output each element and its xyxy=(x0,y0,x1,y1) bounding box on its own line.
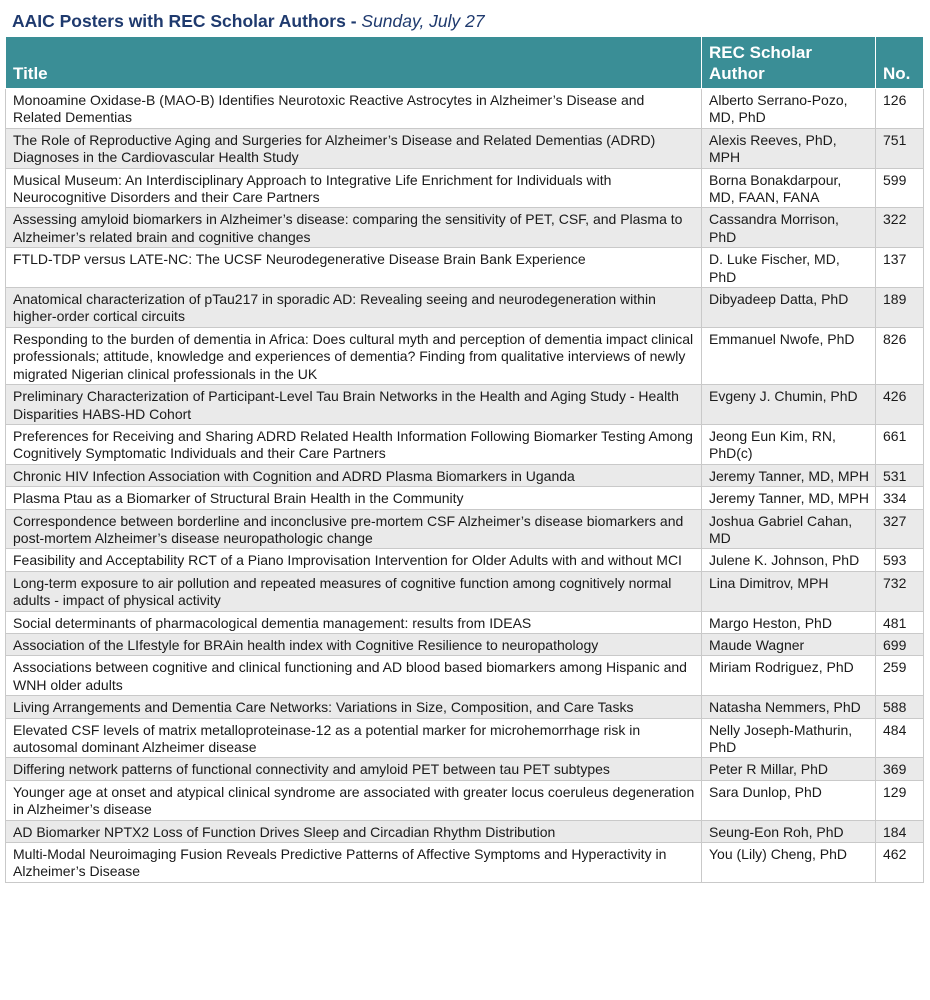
table-row xyxy=(6,208,924,248)
author-cell: Sara Dunlop, PhD xyxy=(702,780,876,820)
poster-number-cell: 588 xyxy=(876,696,924,718)
poster-title-cell: AD Biomarker NPTX2 Loss of Function Drives Sleep and Circadian Rhythm Distribution xyxy=(6,820,702,842)
poster-number-cell: 137 xyxy=(876,248,924,288)
poster-number-cell: 599 xyxy=(876,168,924,208)
poster-number-cell: 826 xyxy=(876,327,924,384)
poster-title-cell: Feasibility and Acceptability RCT of a Piano Improvisation Intervention for Older Adults with and without MCI xyxy=(6,549,702,571)
author-cell: Cassandra Morrison, PhD xyxy=(702,208,876,248)
poster-number-cell: 531 xyxy=(876,464,924,486)
poster-title-cell: Differing network patterns of functional connectivity and amyloid PET between tau PET subtypes xyxy=(6,758,702,780)
author-cell: Joshua Gabriel Cahan, MD xyxy=(702,509,876,549)
table-row xyxy=(6,696,924,718)
poster-title-cell: Social determinants of pharmacological dementia management: results from IDEAS xyxy=(6,611,702,633)
poster-number-cell: 484 xyxy=(876,718,924,758)
poster-number-cell: 481 xyxy=(876,611,924,633)
author-cell: Miriam Rodriguez, PhD xyxy=(702,656,876,696)
table-row xyxy=(6,424,924,464)
table-row xyxy=(6,509,924,549)
poster-number-cell: 699 xyxy=(876,633,924,655)
table-row xyxy=(6,633,924,655)
author-cell: D. Luke Fischer, MD, PhD xyxy=(702,248,876,288)
poster-title-cell: Plasma Ptau as a Biomarker of Structural Brain Health in the Community xyxy=(6,487,702,509)
author-cell: Margo Heston, PhD xyxy=(702,611,876,633)
poster-number-cell: 334 xyxy=(876,487,924,509)
poster-number-cell: 369 xyxy=(876,758,924,780)
poster-number-cell: 327 xyxy=(876,509,924,549)
author-cell: Alberto Serrano-Pozo, MD, PhD xyxy=(702,89,876,129)
table-row xyxy=(6,327,924,384)
poster-title-cell: Preferences for Receiving and Sharing ADRD Related Health Information Following Biomarker Testing Among Cognitively Symptomatic Individuals and their Care Partners xyxy=(6,424,702,464)
poster-title-cell: Responding to the burden of dementia in Africa: Does cultural myth and perception of dementia impact clinical professionals; attitude, knowledge and experiences of dementia? Finding from qualitative interviews of newly migrated Nigerian clinical professionals in the UK xyxy=(6,327,702,384)
author-cell: Seung-Eon Roh, PhD xyxy=(702,820,876,842)
table-row xyxy=(6,288,924,328)
author-cell: Jeremy Tanner, MD, MPH xyxy=(702,487,876,509)
table-row xyxy=(6,611,924,633)
table-header-row xyxy=(6,37,924,89)
author-cell: Julene K. Johnson, PhD xyxy=(702,549,876,571)
table-row xyxy=(6,571,924,611)
poster-title-cell: Chronic HIV Infection Association with Cognition and ADRD Plasma Biomarkers in Uganda xyxy=(6,464,702,486)
table-row xyxy=(6,718,924,758)
poster-title-cell: Monoamine Oxidase-B (MAO-B) Identifies Neurotoxic Reactive Astrocytes in Alzheimer’s Disease and Related Dementias xyxy=(6,89,702,129)
table-row xyxy=(6,128,924,168)
table-body xyxy=(6,89,924,883)
table-row xyxy=(6,758,924,780)
table-row xyxy=(6,549,924,571)
table-row xyxy=(6,487,924,509)
author-cell: Evgeny J. Chumin, PhD xyxy=(702,385,876,425)
author-cell: Borna Bonakdarpour, MD, FAAN, FANA xyxy=(702,168,876,208)
poster-number-cell: 322 xyxy=(876,208,924,248)
author-cell: Peter R Millar, PhD xyxy=(702,758,876,780)
poster-number-cell: 426 xyxy=(876,385,924,425)
page-title-main: AAIC Posters with REC Scholar Authors - xyxy=(12,11,362,31)
column-header-author: REC Scholar Author xyxy=(702,37,876,89)
poster-title-cell: Assessing amyloid biomarkers in Alzheimer’s disease: comparing the sensitivity of PET, CSF, and Plasma to Alzheimer’s related brain and cognitive changes xyxy=(6,208,702,248)
poster-number-cell: 126 xyxy=(876,89,924,129)
table-row xyxy=(6,89,924,129)
poster-title-cell: Living Arrangements and Dementia Care Networks: Variations in Size, Composition, and Care Tasks xyxy=(6,696,702,718)
poster-number-cell: 732 xyxy=(876,571,924,611)
page-title xyxy=(12,9,485,33)
table-row xyxy=(6,168,924,208)
poster-number-cell: 593 xyxy=(876,549,924,571)
poster-title-cell: Long-term exposure to air pollution and repeated measures of cognitive function among cognitively normal adults - impact of physical activity xyxy=(6,571,702,611)
poster-title-cell: Elevated CSF levels of matrix metalloproteinase-12 as a potential marker for microhemorrhage risk in autosomal dominant Alzheimer disease xyxy=(6,718,702,758)
table-row xyxy=(6,780,924,820)
table-row xyxy=(6,820,924,842)
poster-title-cell: FTLD-TDP versus LATE-NC: The UCSF Neurodegenerative Disease Brain Bank Experience xyxy=(6,248,702,288)
poster-title-cell: Musical Museum: An Interdisciplinary Approach to Integrative Life Enrichment for Individuals with Neurocognitive Disorders and their Care Partners xyxy=(6,168,702,208)
author-cell: Dibyadeep Datta, PhD xyxy=(702,288,876,328)
poster-number-cell: 751 xyxy=(876,128,924,168)
poster-title-cell: Association of the LIfestyle for BRAin health index with Cognitive Resilience to neuropathology xyxy=(6,633,702,655)
table-row xyxy=(6,843,924,883)
column-header-number: No. xyxy=(876,37,924,89)
poster-title-cell: Anatomical characterization of pTau217 in sporadic AD: Revealing seeing and neurodegeneration within higher-order cortical circuits xyxy=(6,288,702,328)
column-header-title: Title xyxy=(6,37,702,89)
author-cell: Nelly Joseph-Mathurin, PhD xyxy=(702,718,876,758)
author-cell: Lina Dimitrov, MPH xyxy=(702,571,876,611)
poster-title-cell: Correspondence between borderline and inconclusive pre-mortem CSF Alzheimer’s disease biomarkers and post-mortem Alzheimer’s disease neuropathologic change xyxy=(6,509,702,549)
posters-table xyxy=(5,36,924,883)
poster-number-cell: 462 xyxy=(876,843,924,883)
poster-number-cell: 661 xyxy=(876,424,924,464)
table-row xyxy=(6,385,924,425)
table-row xyxy=(6,656,924,696)
table-row xyxy=(6,464,924,486)
page-title-date: Sunday, July 27 xyxy=(361,11,485,31)
author-cell: Natasha Nemmers, PhD xyxy=(702,696,876,718)
table-row xyxy=(6,248,924,288)
poster-number-cell: 184 xyxy=(876,820,924,842)
author-cell: Maude Wagner xyxy=(702,633,876,655)
poster-title-cell: Younger age at onset and atypical clinical syndrome are associated with greater locus coeruleus degeneration in Alzheimer’s disease xyxy=(6,780,702,820)
author-cell: Alexis Reeves, PhD, MPH xyxy=(702,128,876,168)
poster-title-cell: The Role of Reproductive Aging and Surgeries for Alzheimer’s Disease and Related Dementias (ADRD) Diagnoses in the Cardiovascular Health Study xyxy=(6,128,702,168)
poster-title-cell: Preliminary Characterization of Participant-Level Tau Brain Networks in the Health and Aging Study - Health Disparities HABS-HD Cohort xyxy=(6,385,702,425)
author-cell: Jeremy Tanner, MD, MPH xyxy=(702,464,876,486)
poster-number-cell: 129 xyxy=(876,780,924,820)
poster-number-cell: 259 xyxy=(876,656,924,696)
author-cell: You (Lily) Cheng, PhD xyxy=(702,843,876,883)
author-cell: Emmanuel Nwofe, PhD xyxy=(702,327,876,384)
poster-title-cell: Associations between cognitive and clinical functioning and AD blood based biomarkers among Hispanic and WNH older adults xyxy=(6,656,702,696)
poster-number-cell: 189 xyxy=(876,288,924,328)
poster-title-cell: Multi-Modal Neuroimaging Fusion Reveals Predictive Patterns of Affective Symptoms and Hyperactivity in Alzheimer’s Disease xyxy=(6,843,702,883)
author-cell: Jeong Eun Kim, RN, PhD(c) xyxy=(702,424,876,464)
